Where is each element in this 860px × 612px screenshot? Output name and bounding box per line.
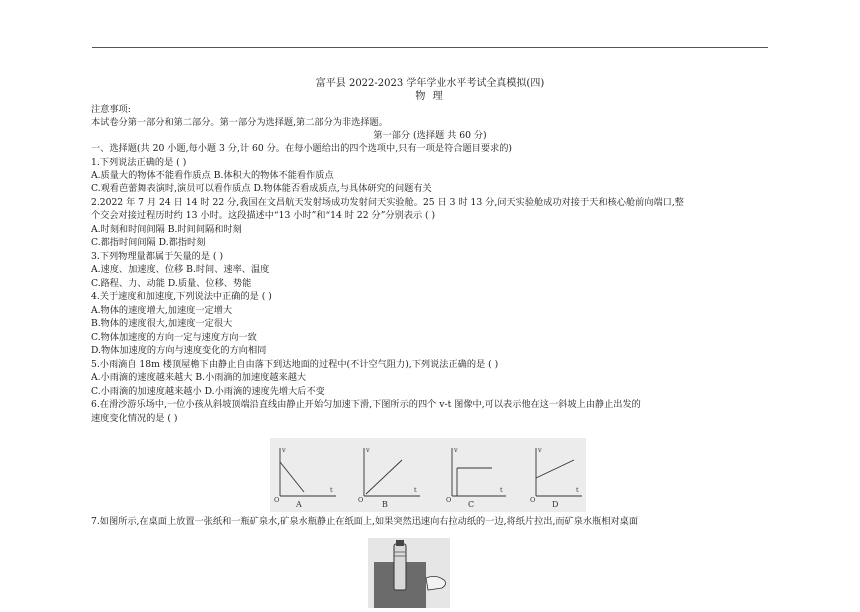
q1-options-cd: C.观看芭蕾舞表演时,演员可以看作质点 D.物体能否看成质点,与具体研究的问题有关 <box>91 183 432 194</box>
vt-d-t-axis-label: t <box>576 486 579 494</box>
hand-pulling <box>426 576 446 590</box>
q7-bottle-figure <box>368 538 450 608</box>
vt-c-v-axis-label: v <box>454 446 458 454</box>
q4-stem: 4.关于速度和加速度,下列说法中正确的是 ( ) <box>91 291 272 302</box>
q7-stem-line1: 7.如图所示,在桌面上放置一张纸和一瓶矿泉水,矿泉水瓶静止在纸面上,如果突然迅速向右拉动纸的一边,将纸片拉出,而矿泉水瓶相对桌面 <box>91 516 639 527</box>
q2-stem-line1: 2.2022 年 7 月 24 日 14 时 22 分,我国在文昌航天发射场成功发射问天实验舱。25 日 3 时 13 分,问天实验舱成功对接于天和核心舱前向端口,整 <box>91 197 684 208</box>
q3-stem: 3.下列物理量都属于矢量的是 ( ) <box>91 251 224 262</box>
vt-d-v-axis-label: v <box>538 446 542 454</box>
q1-options-ab: A.质量大的物体不能看作质点 B.体积大的物体不能看作质点 <box>91 170 334 181</box>
q3-options-ab: A.速度、加速度、位移 B.时间、速率、温度 <box>91 264 270 275</box>
vt-a-option-label: A <box>296 500 302 509</box>
q2-options-cd: C.都指时间间隔 D.都指时刻 <box>91 237 206 248</box>
q1-stem: 1.下列说法正确的是 ( ) <box>91 157 187 168</box>
bottle-cap <box>396 540 404 546</box>
vt-b-option-label: B <box>382 500 388 509</box>
header-rule <box>92 47 768 48</box>
vt-a-origin-label: O <box>274 496 280 504</box>
part1-heading: 第一部分 (选择题 共 60 分) <box>373 130 487 141</box>
q6-stem-line1: 6.在滑沙游乐场中,一位小孩从斜坡顶端沿直线由静止开始匀加速下滑,下图所示的四个 v-t 图像中,可以表示他在这一斜坡上由静止出发的 <box>91 399 641 410</box>
q6-stem-line2: 速度变化情况的是 ( ) <box>91 413 178 424</box>
q4-option-d: D.物体加速度的方向与速度变化的方向相同 <box>91 345 267 356</box>
part1-instruction: 一、选择题(共 20 小题,每小题 3 分,计 60 分。在每小题给出的四个选项中,只有一项是符合题目要求的) <box>91 143 512 154</box>
vt-a-t-axis-label: t <box>330 486 333 494</box>
water-bottle <box>394 544 406 590</box>
q5-stem: 5.小雨滴自 18m 楼顶屋檐下由静止自由落下到达地面的过程中(不计空气阻力),下列说法正确的是 ( ) <box>91 359 499 370</box>
bottle-paper-illustration <box>368 538 450 608</box>
q6-vt-graphs <box>270 438 586 512</box>
vt-c-origin-label: O <box>446 496 452 504</box>
exam-subject: 物 理 <box>415 91 445 102</box>
q5-options-cd: C.小雨滴的加速度越来越小 D.小雨滴的速度先增大后不变 <box>91 386 325 397</box>
vt-c-option-label: C <box>468 500 475 509</box>
q6-vt-figure <box>270 438 586 512</box>
q5-options-ab: A.小雨滴的速度越来越大 B.小雨滴的加速度越来越大 <box>91 372 307 383</box>
vt-c-t-axis-label: t <box>500 486 503 494</box>
vt-b-t-axis-label: t <box>414 486 417 494</box>
q4-option-b: B.物体的速度很大,加速度一定很大 <box>91 318 233 329</box>
q2-stem-line2: 个交会对接过程历时约 13 小时。这段描述中“13 小时”和“14 时 22 分”分别表示 ( ) <box>91 210 436 221</box>
q2-options-ab: A.时刻和时间间隔 B.时间间隔和时刻 <box>91 224 242 235</box>
exam-title: 富平县 2022-2023 学年学业水平考试全真模拟(四) <box>315 78 545 89</box>
vt-b-v-axis-label: v <box>366 446 370 454</box>
vt-b-origin-label: O <box>358 496 364 504</box>
notice-heading: 注意事项: <box>91 104 131 115</box>
notice-text: 本试卷分第一部分和第二部分。第一部分为选择题,第二部分为非选择题。 <box>91 117 388 128</box>
q4-option-a: A.物体的速度增大,加速度一定增大 <box>91 305 233 316</box>
vt-d-option-label: D <box>552 500 559 509</box>
q3-options-cd: C.路程、力、动能 D.质量、位移、势能 <box>91 278 252 289</box>
vt-d-origin-label: O <box>530 496 536 504</box>
q4-option-c: C.物体加速度的方向一定与速度方向一致 <box>91 332 257 343</box>
vt-graph-b <box>364 448 420 496</box>
vt-a-v-axis-label: v <box>282 446 286 454</box>
vt-graph-a <box>280 448 336 496</box>
vt-graph-c <box>452 448 506 496</box>
